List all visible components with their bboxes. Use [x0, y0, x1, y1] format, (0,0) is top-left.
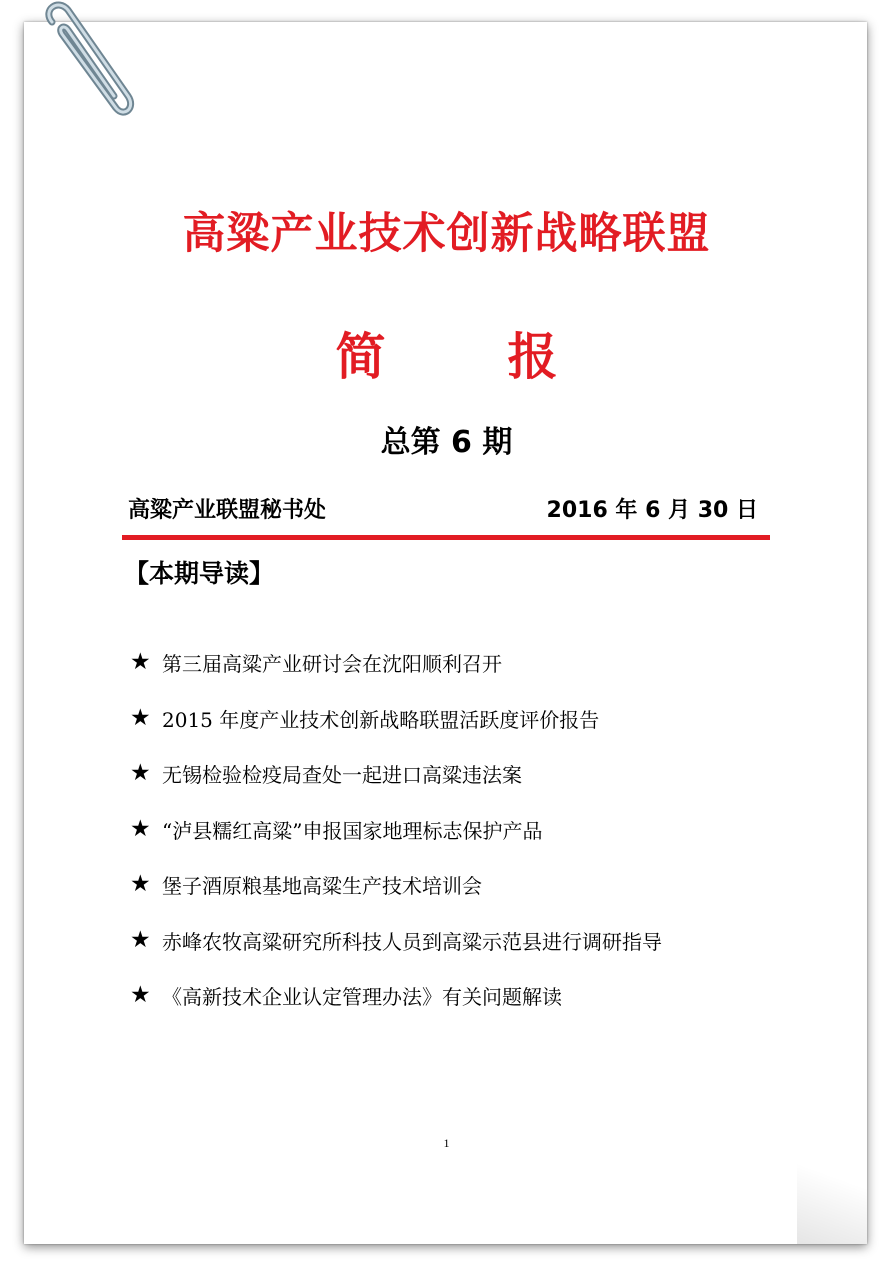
toc-item [130, 857, 662, 913]
toc-item-text: “泸县糯红高粱”申报国家地理标志保护产品 [162, 818, 543, 843]
bulletin-char-1: 简 [335, 327, 386, 386]
toc-item-text: 2015 年度产业技术创新战略联盟活跃度评价报告 [162, 707, 600, 732]
page-number: 1 [443, 1136, 450, 1150]
toc-item [130, 913, 662, 969]
table-of-contents [130, 635, 662, 1024]
toc-item-text: 堡子酒原粮基地高粱生产技术培训会 [162, 874, 482, 899]
toc-item-text: 第三届高粱产业研讨会在沈阳顺利召开 [162, 652, 502, 677]
section-heading: 【本期导读】 [124, 559, 275, 588]
toc-item-text: 赤峰农牧高粱研究所科技人员到高粱示范县进行调研指导 [162, 929, 662, 954]
bulletin-title [0, 322, 893, 392]
publisher-label: 高粱产业联盟秘书处 [128, 497, 327, 523]
red-divider-rule [122, 535, 770, 540]
issue-number: 总第 6 期 [380, 425, 513, 460]
toc-item [130, 691, 662, 747]
toc-item-text: 无锡检验检疫局查处一起进口高粱违法案 [162, 763, 522, 788]
star-icon: ★ [130, 704, 151, 731]
bulletin-char-2: 报 [507, 327, 558, 386]
star-icon: ★ [130, 815, 151, 842]
toc-item [130, 968, 662, 1024]
star-icon: ★ [130, 649, 151, 676]
meta-row [128, 491, 758, 525]
star-icon: ★ [130, 982, 151, 1009]
star-icon: ★ [130, 760, 151, 787]
star-icon: ★ [130, 926, 151, 953]
paperclip-icon [30, 0, 140, 125]
toc-item-text: 《高新技术企业认定管理办法》有关问题解读 [162, 985, 562, 1010]
star-icon: ★ [130, 871, 151, 898]
toc-item [130, 746, 662, 802]
issue-date: 2016 年 6 月 30 日 [546, 497, 758, 523]
toc-item [130, 635, 662, 691]
toc-item [130, 802, 662, 858]
alliance-title: 高粱产业技术创新战略联盟 [182, 209, 711, 259]
